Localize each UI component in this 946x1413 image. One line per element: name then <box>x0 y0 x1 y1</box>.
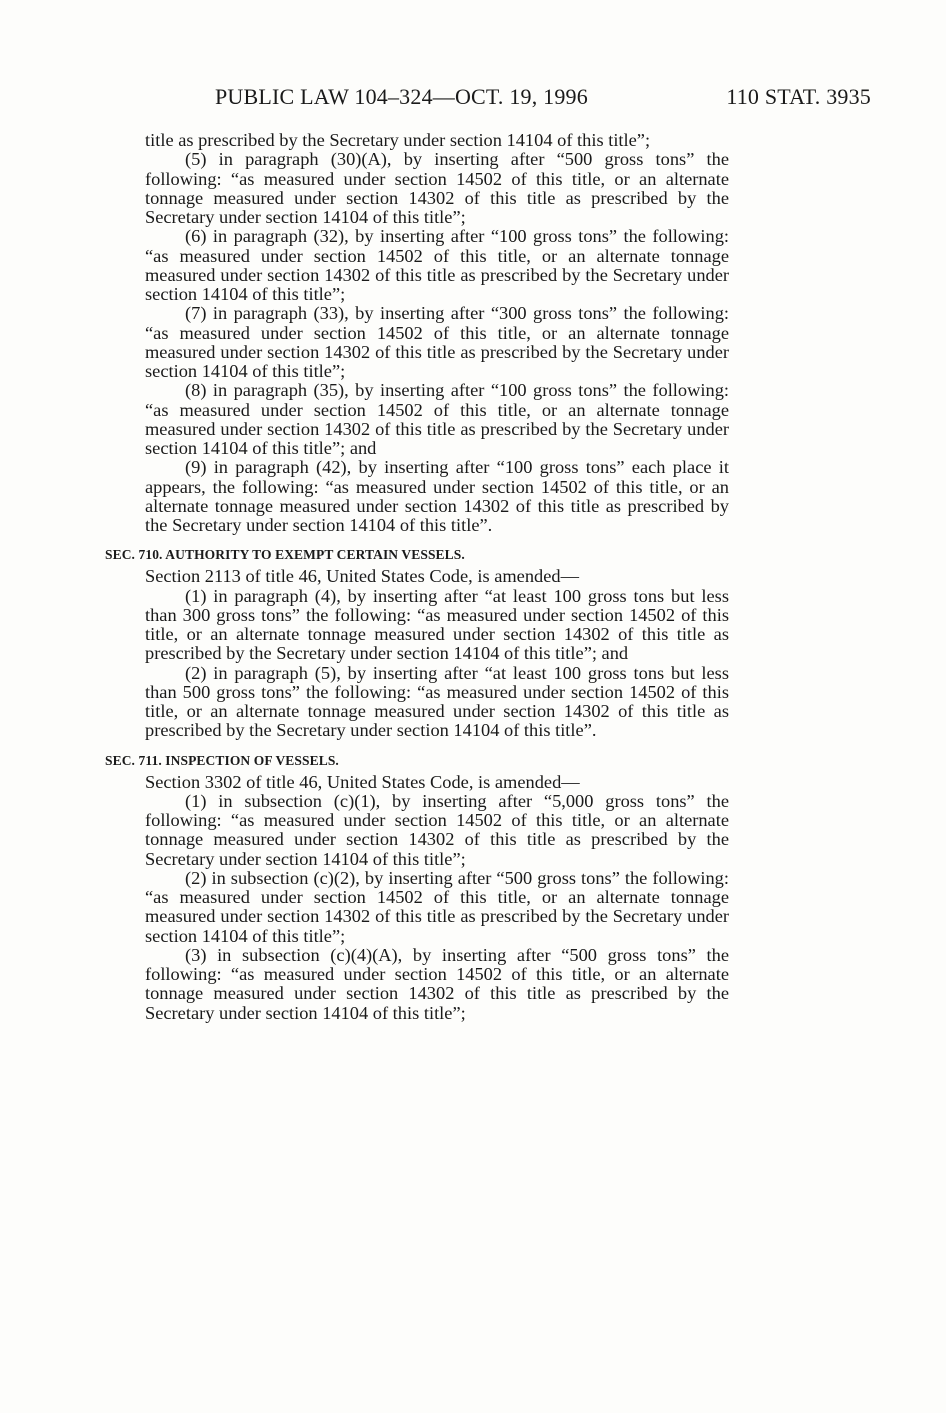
paragraph-5: (5) in paragraph (30)(A), by inserting after “500 gross tons” the following: “as measured under section 14502 of this title, or an alternate tonnage measured under section 14302 of this title as prescribed by the Secretary under section 14104 of this title”; <box>145 149 729 227</box>
paragraph-8: (8) in paragraph (35), by inserting after “100 gross tons” the following: “as measured under section 14502 of this title, or an alternate tonnage measured under section 14302 of this title as prescribed by the Secretary under section 14104 of this title”; and <box>145 380 729 458</box>
paragraph-9: (9) in paragraph (42), by inserting after “100 gross tons” each place it appears, the following: “as measured under section 14502 of this title, or an alternate tonnage measured under section 14302 of this title as prescribed by the Secretary under section 14104 of this title”. <box>145 457 729 535</box>
section-711-paragraph-3: (3) in subsection (c)(4)(A), by inserting after “500 gross tons” the following: “as measured under section 14502 of this title, or an alternate tonnage measured under section 14302 of this title as prescribed by the Secretary under section 14104 of this title”; <box>145 944 729 1023</box>
section-711-intro: Section 3302 of title 46, United States Code, is amended— <box>145 771 580 792</box>
section-711-paragraph-2: (2) in subsection (c)(2), by inserting after “500 gross tons” the following: “as measured under section 14502 of this title, or an alternate tonnage measured under section 14302 of this title as prescribed by the Secretary under section 14104 of this title”; <box>145 867 729 946</box>
continued-paragraph: title as prescribed by the Secretary under section 14104 of this title”; <box>145 130 651 150</box>
section-710-heading: SEC. 710. AUTHORITY TO EXEMPT CERTAIN VESSELS. <box>105 547 465 563</box>
paragraph-6: (6) in paragraph (32), by inserting after “100 gross tons” the following: “as measured under section 14502 of this title, or an alternate tonnage measured under section 14302 of this title as prescribed by the Secretary under section 14104 of this title”; <box>145 226 729 304</box>
section-710-paragraph-1: (1) in paragraph (4), by inserting after “at least 100 gross tons but less than 300 gross tons” the following: “as measured under section 14502 of this title, or an alternate tonnage measured under section 14302 of this title as prescribed by the Secretary under section 14104 of this title”; and <box>145 585 729 664</box>
header-title: PUBLIC LAW 104–324—OCT. 19, 1996 <box>215 84 588 109</box>
paragraph-7: (7) in paragraph (33), by inserting after “300 gross tons” the following: “as measured under section 14502 of this title, or an alternate tonnage measured under section 14302 of this title as prescribed by the Secretary under section 14104 of this title”; <box>145 303 729 381</box>
section-710-paragraph-2: (2) in paragraph (5), by inserting after “at least 100 gross tons but less than 500 gross tons” the following: “as measured under section 14502 of this title, or an alternate tonnage measured under section 14302 of this title as prescribed by the Secretary under section 14104 of this title”. <box>145 662 729 741</box>
page-body <box>105 130 729 1023</box>
running-header <box>0 82 946 112</box>
section-711-paragraph-1: (1) in subsection (c)(1), by inserting after “5,000 gross tons” the following: “as measured under section 14502 of this title, or an alternate tonnage measured under section 14302 of this title as prescribed by the Secretary under section 14104 of this title”; <box>145 790 729 869</box>
section-710-intro: Section 2113 of title 46, United States Code, is amended— <box>145 566 579 587</box>
statute-page-citation: 110 STAT. 3935 <box>726 84 871 109</box>
section-711-heading: SEC. 711. INSPECTION OF VESSELS. <box>105 752 339 768</box>
